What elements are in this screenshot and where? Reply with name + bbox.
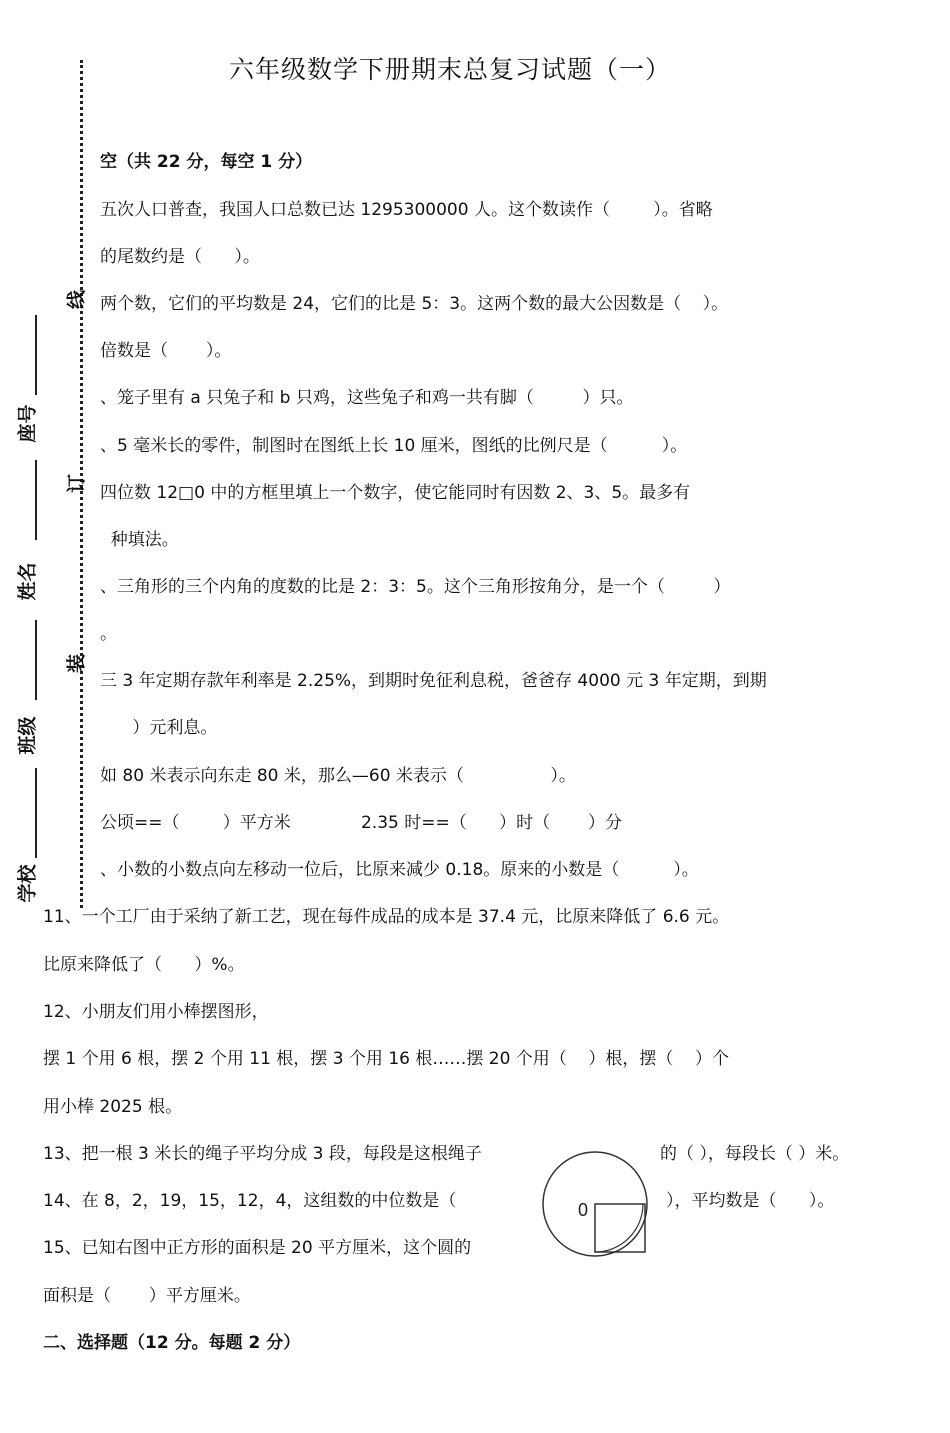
circle-square-figure — [540, 1148, 655, 1263]
q6-line-b: 。 — [100, 624, 117, 644]
q12-line-c: 用小棒 2025 根。 — [43, 1097, 183, 1117]
label-name: 姓名 — [16, 562, 39, 601]
q4-line: 、5 毫米长的零件，制图时在图纸上长 10 厘米，图纸的比例尺是（ ）。 — [100, 436, 688, 456]
binding-label-ding: 订 — [65, 474, 88, 494]
binding-label-zhuang: 装 — [65, 654, 88, 674]
class-blank-line — [35, 620, 37, 700]
q6-line-a: 、三角形的三个内角的度数的比是 2：3：5。这个三角形按角分，是一个（ ） — [100, 577, 731, 597]
q15-line-a: 15、已知右图中正方形的面积是 20 平方厘米，这个圆的 — [43, 1238, 472, 1258]
section1-heading: 空（共 22 分，每空 1 分） — [100, 152, 313, 172]
name-blank-line — [35, 460, 37, 540]
q2-line-a: 两个数，它们的平均数是 24，它们的比是 5：3。这两个数的最大公因数是（ ）。 — [100, 294, 729, 314]
q11-line-b: 比原来降低了（ ）%。 — [43, 955, 245, 975]
seat-blank-line — [35, 315, 37, 395]
q13-line-b: 的（ ），每段长（ ）米。 — [660, 1144, 850, 1164]
q1-line-b: 的尾数约是（ ）。 — [100, 247, 260, 267]
figure-quarter-arc — [595, 1204, 643, 1252]
q11-line-a: 11、一个工厂由于采纳了新工艺，现在每件成品的成本是 37.4 元，比原来降低了 6.6 元。 — [43, 907, 730, 927]
q14-line-b: ），平均数是（ ）。 — [666, 1191, 835, 1211]
q2-line-b: 倍数是（ ）。 — [100, 341, 232, 361]
school-blank-line — [35, 768, 37, 858]
label-seat-number: 座号 — [16, 404, 39, 443]
q7-line-b: ）元利息。 — [100, 718, 218, 738]
q5-line-a: 四位数 12□0 中的方框里填上一个数字，使它能同时有因数 2、3、5。最多有 — [100, 483, 691, 503]
figure-center-label: 0 — [578, 1200, 589, 1220]
q1-line-a: 五次人口普查，我国人口总数已达 1295300000 人。这个数读作（ ）。省略 — [100, 200, 713, 220]
q8-line: 如 80 米表示向东走 80 米，那么—60 米表示（ ）。 — [100, 766, 576, 786]
label-school: 学校 — [16, 864, 39, 903]
section2-heading: 二、选择题（12 分。每题 2 分） — [43, 1333, 301, 1353]
binding-label-xian: 线 — [65, 290, 88, 310]
page-title: 六年级数学下册期末总复习试题（一） — [228, 55, 671, 84]
q5-line-b: 种填法。 — [100, 530, 179, 550]
q9-line: 公顷==（ ）平方米 2.35 时==（ ）时（ ）分 — [100, 813, 622, 833]
q12-line-a: 12、小朋友们用小棒摆图形， — [43, 1002, 269, 1022]
q14-line-a: 14、在 8，2，19，15，12，4，这组数的中位数是（ — [43, 1191, 457, 1211]
q12-line-b: 摆 1 个用 6 根，摆 2 个用 11 根，摆 3 个用 16 根……摆 20 个用（ ）根，摆（ ）个 — [43, 1049, 730, 1069]
q13-line-a: 13、把一根 3 米长的绳子平均分成 3 段，每段是这根绳子 — [43, 1144, 482, 1164]
q10-line: 、小数的小数点向左移动一位后，比原来减少 0.18。原来的小数是（ ）。 — [100, 860, 699, 880]
q3-line: 、笼子里有 a 只兔子和 b 只鸡，这些兔子和鸡一共有脚（ ）只。 — [100, 388, 634, 408]
q15-line-b: 面积是（ ）平方厘米。 — [43, 1286, 251, 1306]
label-class: 班级 — [16, 716, 39, 755]
q7-line-a: 三 3 年定期存款年利率是 2.25%，到期时免征利息税，爸爸存 4000 元 3 年定期，到期 — [100, 671, 767, 691]
